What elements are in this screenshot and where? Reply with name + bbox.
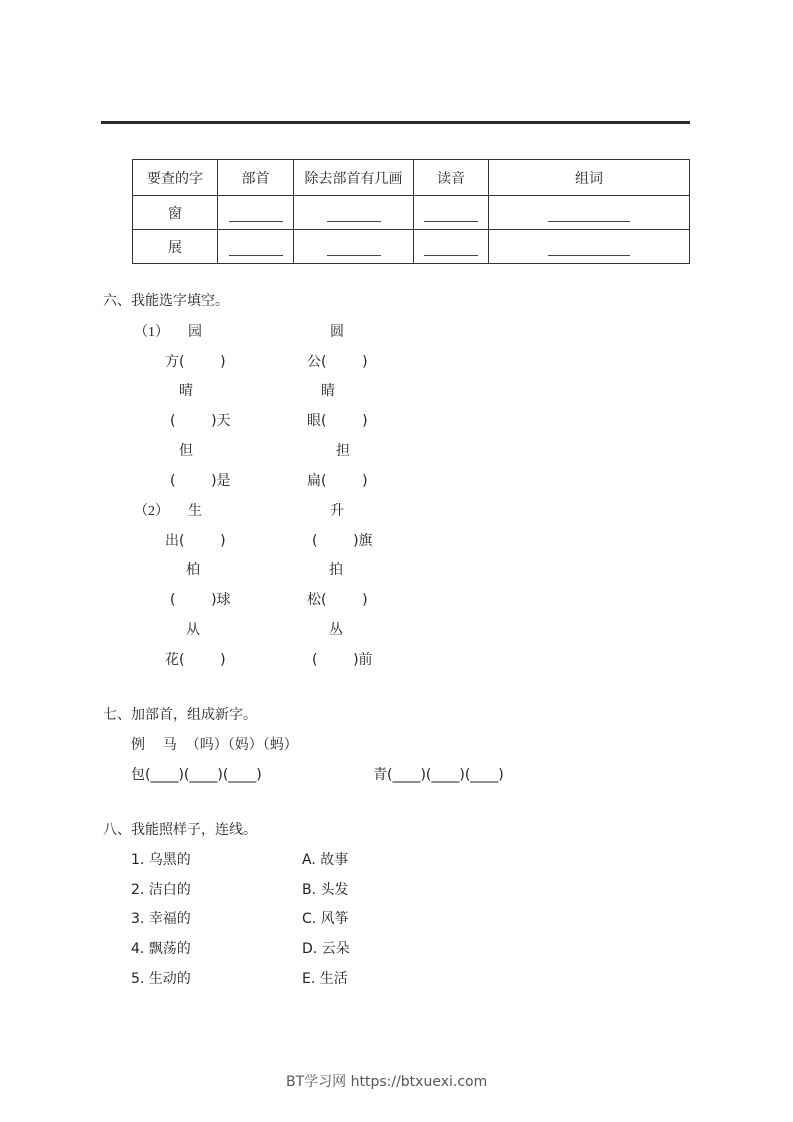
choice-char-left: 园: [188, 324, 202, 340]
char-cell: 展: [133, 230, 218, 264]
radical-blank[interactable]: [229, 207, 283, 222]
dictionary-lookup-table: [132, 159, 690, 264]
word-blank[interactable]: [548, 241, 630, 256]
header-cell: 读音: [414, 160, 489, 196]
match-right-item[interactable]: D. 云朵: [302, 941, 350, 957]
char-cell: 窗: [133, 196, 218, 230]
section-6-title: 六、我能选字填空。: [103, 293, 229, 309]
radical-blank[interactable]: [229, 241, 283, 256]
match-left-item[interactable]: 5. 生动的: [131, 971, 191, 987]
match-right-item[interactable]: A. 故事: [302, 852, 349, 868]
choice-char-left: 但: [179, 443, 193, 459]
choice-char-left: 从: [186, 622, 200, 638]
table-row: [133, 230, 690, 264]
table-row: [133, 196, 690, 230]
header-cell: 除去部首有几画: [294, 160, 414, 196]
match-left-item[interactable]: 1. 乌黑的: [131, 852, 191, 868]
section-7-title: 七、加部首，组成新字。: [103, 707, 257, 723]
header-rule: [101, 121, 690, 124]
choice-char-left: 柏: [186, 562, 200, 578]
strokes-blank[interactable]: [327, 241, 381, 256]
fill-blank-left[interactable]: 花( ): [165, 652, 226, 668]
choice-char-left: 晴: [179, 383, 193, 399]
fill-blank-left[interactable]: 方( ): [165, 354, 226, 370]
match-left-item[interactable]: 4. 飘荡的: [131, 941, 191, 957]
example-line: 例 马 （吗）（妈）（蚂）: [131, 737, 298, 753]
match-right-item[interactable]: B. 头发: [302, 882, 349, 898]
choice-char-right: 丛: [329, 622, 343, 638]
section-8-title: 八、我能照样子，连线。: [103, 822, 257, 838]
fill-blank-right[interactable]: 松( ): [307, 592, 368, 608]
fill-blank-right[interactable]: 扁( ): [307, 473, 368, 489]
watermark-link[interactable]: BT学习网 https://btxuexi.com: [286, 1074, 488, 1090]
fill-blank-left[interactable]: ( )是: [170, 473, 231, 489]
radical-blanks-left[interactable]: 包(____)(____)(____): [131, 767, 262, 783]
choice-char-left: 生: [188, 503, 202, 519]
fill-blank-right[interactable]: ( )前: [312, 652, 373, 668]
choice-char-right: 担: [336, 443, 350, 459]
match-left-item[interactable]: 2. 洁白的: [131, 882, 191, 898]
fill-blank-right[interactable]: ( )旗: [312, 533, 373, 549]
fill-blank-left[interactable]: ( )天: [170, 413, 231, 429]
choice-char-right: 睛: [321, 383, 335, 399]
header-cell: 组词: [489, 160, 690, 196]
pronunciation-blank[interactable]: [424, 241, 478, 256]
match-left-item[interactable]: 3. 幸福的: [131, 911, 191, 927]
pronunciation-blank[interactable]: [424, 207, 478, 222]
choice-char-right: 圆: [330, 324, 344, 340]
fill-blank-right[interactable]: 公( ): [307, 354, 368, 370]
match-right-item[interactable]: C. 风筝: [302, 911, 349, 927]
header-cell: 部首: [218, 160, 294, 196]
strokes-blank[interactable]: [327, 207, 381, 222]
fill-blank-left[interactable]: ( )球: [170, 592, 231, 608]
choice-char-right: 拍: [329, 562, 343, 578]
part-1-label: （1）: [134, 325, 169, 340]
header-cell: 要查的字: [133, 160, 218, 196]
fill-blank-right[interactable]: 眼( ): [307, 413, 368, 429]
part-2-label: （2）: [134, 504, 169, 519]
match-right-item[interactable]: E. 生活: [302, 971, 348, 987]
fill-blank-left[interactable]: 出( ): [165, 533, 226, 549]
choice-char-right: 升: [330, 503, 344, 519]
table-header-row: [133, 160, 690, 196]
word-blank[interactable]: [548, 207, 630, 222]
radical-blanks-right[interactable]: 青(____)(____)(____): [373, 767, 504, 783]
